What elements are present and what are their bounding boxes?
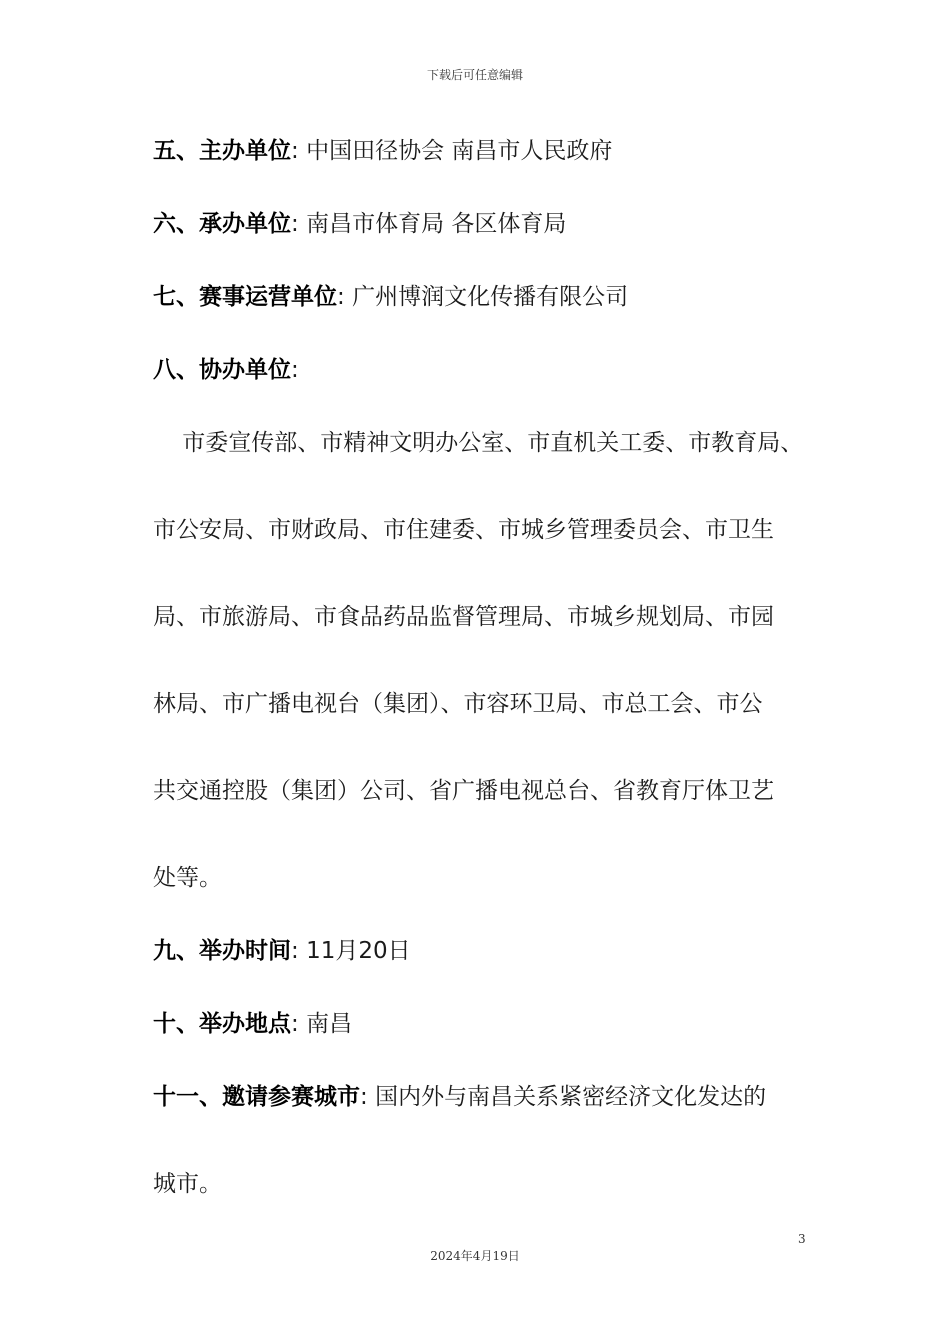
- co-organizer-text-line: 局、市旅游局、市食品药品监督管理局、市城乡规划局、市园: [153, 604, 774, 630]
- co-organizer-text-line: 林局、市广播电视台（集团）、市容环卫局、市总工会、市公: [153, 691, 763, 717]
- cities-label: 十一、邀请参赛城市: [153, 1084, 360, 1110]
- page-header: 下载后可任意编辑: [426, 68, 523, 82]
- operator-label: 七、赛事运营单位: [153, 284, 337, 310]
- operator-line: [153, 282, 628, 312]
- co-organizer-text-line: 共交通控股（集团）公司、省广播电视总台、省教育厅体卫艺: [153, 778, 774, 804]
- co-organizer-text-line: 市委宣传部、市精神文明办公室、市直机关工委、市教育局、: [153, 430, 804, 456]
- cities-line: [153, 1082, 766, 1112]
- co-organizer-text-line: 市公安局、市财政局、市住建委、市城乡管理委员会、市卫生: [153, 517, 774, 543]
- organizer-label: 五、主办单位: [153, 138, 291, 164]
- co-organizer-label: 八、协办单位: [153, 357, 291, 383]
- time-line: [153, 936, 411, 966]
- separator: :: [360, 1084, 368, 1110]
- undertaker-value: 南昌市体育局 各区体育局: [306, 211, 567, 237]
- place-label: 十、举办地点: [153, 1011, 291, 1037]
- co-organizer-heading: [153, 355, 299, 385]
- separator: :: [291, 1011, 299, 1037]
- time-label: 九、举办时间: [153, 938, 291, 964]
- organizer-value: 中国田径协会 南昌市人民政府: [306, 138, 613, 164]
- separator: :: [337, 284, 345, 310]
- separator: :: [291, 357, 299, 383]
- place-value: 南昌: [306, 1011, 353, 1037]
- page-number: 3: [798, 1232, 806, 1246]
- cities-value-continued: 城市。: [153, 1171, 222, 1197]
- co-organizer-text-line: 处等。: [153, 865, 222, 891]
- footer-date: 2024年4月19日: [430, 1249, 520, 1263]
- operator-value: 广州博润文化传播有限公司: [352, 284, 629, 310]
- organizer-line: [153, 136, 612, 166]
- time-value: 11月20日: [306, 938, 411, 964]
- undertaker-line: [153, 209, 566, 239]
- cities-value: 国内外与南昌关系紧密经济文化发达的: [375, 1084, 767, 1110]
- separator: :: [291, 211, 299, 237]
- undertaker-label: 六、承办单位: [153, 211, 291, 237]
- place-line: [153, 1009, 352, 1039]
- separator: :: [291, 138, 299, 164]
- separator: :: [291, 938, 299, 964]
